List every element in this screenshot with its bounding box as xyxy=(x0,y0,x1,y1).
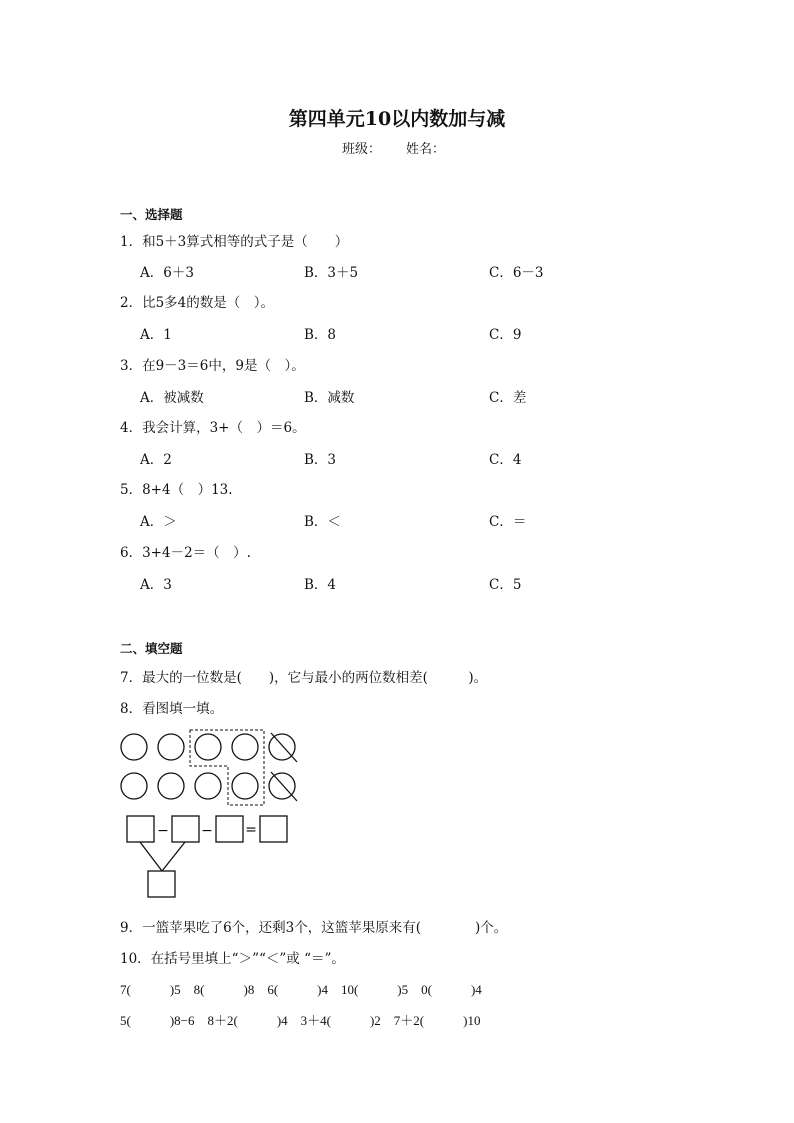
answer-box-2 xyxy=(172,816,199,842)
answer-box-1 xyxy=(127,816,154,842)
question-2-option-c: C．9 xyxy=(489,327,522,343)
question-3-option-c: C．差 xyxy=(489,390,527,406)
question-3-option-b: B．减数 xyxy=(304,390,355,406)
question-4-option-c: C．4 xyxy=(489,452,522,468)
question-10-row-2: 5( )8−6 8＋2( )4 3＋4( )2 7＋2( )10 xyxy=(120,1013,481,1028)
answer-box-4 xyxy=(260,816,287,842)
question-6-option-c: C．5 xyxy=(489,577,522,593)
answer-box-3 xyxy=(216,816,243,842)
minus-sign-2: − xyxy=(201,823,213,839)
minus-sign-1: − xyxy=(157,823,169,839)
question-4-option-a: A．2 xyxy=(140,452,172,468)
connector-right xyxy=(162,842,185,871)
page-title: 第四单元10以内数加与减 xyxy=(288,108,506,130)
circle-top-1 xyxy=(121,734,147,760)
circle-bottom-2 xyxy=(158,773,184,799)
section-heading-fill: 二、填空题 xyxy=(120,641,183,656)
question-10-row-1: 7( )5 8( )8 6( )4 10( )5 0( )4 xyxy=(120,982,482,997)
question-1-option-c: C．6－3 xyxy=(489,265,544,281)
circle-bottom-3 xyxy=(195,773,221,799)
question-5-option-b: B．＜ xyxy=(304,514,341,530)
question-2-option-b: B．8 xyxy=(304,327,337,343)
question-9: 9．一篮苹果吃了6个，还剩3个，这篮苹果原来有( )个。 xyxy=(120,920,508,936)
question-2: 2．比5多4的数是（ ）。 xyxy=(120,295,275,311)
answer-box-5 xyxy=(148,871,175,897)
question-8: 8．看图填一填。 xyxy=(120,701,224,717)
question-4: 4．我会计算，3+（ ）＝6。 xyxy=(120,420,306,436)
question-3: 3．在9－3＝6中，9是（ ）。 xyxy=(120,358,305,374)
question-10: 10．在括号里填上“＞”“＜”或 “＝”。 xyxy=(120,951,345,967)
question-3-option-a: A．被减数 xyxy=(140,390,204,406)
circle-top-3 xyxy=(195,734,221,760)
question-6: 6．3+4－2＝（ ）. xyxy=(120,545,251,561)
question-7: 7．最大的一位数是( )，它与最小的两位数相差( )。 xyxy=(120,670,488,686)
equals-sign: = xyxy=(245,822,257,838)
question-1: 1．和5＋3算式相等的式子是（ ） xyxy=(120,234,349,250)
circle-top-4 xyxy=(232,734,258,760)
question-4-option-b: B．3 xyxy=(304,452,337,468)
question-5-option-a: A．＞ xyxy=(140,514,177,530)
question-5: 5．8+4（ ）13. xyxy=(120,482,233,498)
question-5-option-c: C．＝ xyxy=(489,514,527,530)
circle-bottom-1 xyxy=(121,773,147,799)
section-heading-choice: 一、选择题 xyxy=(120,207,183,222)
circle-top-2 xyxy=(158,734,184,760)
connector-left xyxy=(140,842,162,871)
question-6-option-a: A．3 xyxy=(140,577,172,593)
question-2-option-a: A．1 xyxy=(140,327,172,343)
class-label: 班级： xyxy=(342,142,382,157)
question-8-figure xyxy=(110,725,310,900)
dashed-enclosure xyxy=(190,730,264,805)
circle-bottom-4 xyxy=(232,773,258,799)
name-label: 姓名： xyxy=(406,142,446,157)
question-1-option-a: A．6＋3 xyxy=(140,265,194,281)
question-6-option-b: B．4 xyxy=(304,577,337,593)
question-1-option-b: B．3＋5 xyxy=(304,265,359,281)
